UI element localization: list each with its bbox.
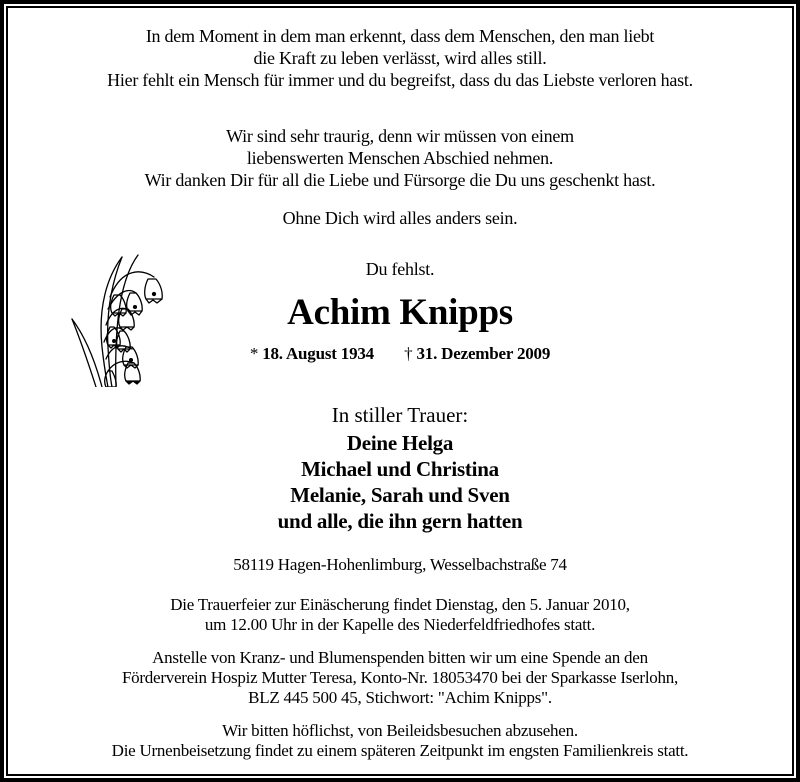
ceremony-line: Die Trauerfeier zur Einäscherung findet Dienstag, den 5. Januar 2010, <box>170 595 630 614</box>
mourner: Michael und Christina <box>301 457 499 481</box>
deceased-name: Achim Knipps <box>287 292 513 333</box>
poem-line: Ohne Dich wird alles anders sein. <box>282 208 518 228</box>
donation-line: Anstelle von Kranz- und Blumenspenden bitten wir um eine Spende an den <box>152 648 648 667</box>
closing-line: Wir bitten höflichst, von Beileidsbesuchen abzusehen. <box>222 721 578 740</box>
mourner: Melanie, Sarah und Sven <box>290 483 510 507</box>
ceremony-line: um 12.00 Uhr in der Kapelle des Niederfeldfriedhofes statt. <box>204 615 596 634</box>
donation-line: BLZ 445 500 45, Stichwort: "Achim Knipps". <box>248 688 552 707</box>
mourner: Deine Helga <box>346 431 454 455</box>
mourners-list <box>8 430 792 534</box>
mourning-label: In stiller Trauer: <box>331 403 469 427</box>
closing-line: Die Urnenbeisetzung findet zu einem späteren Zeitpunkt im engsten Familienkreis statt. <box>111 741 689 760</box>
ceremony-info <box>8 595 792 635</box>
death-dagger-icon: † <box>404 344 413 363</box>
poem-line: Wir danken Dir für all die Liebe und Fürsorge die Du uns geschenkt hast. <box>144 170 656 190</box>
poem-line: die Kraft zu leben verlässt, wird alles still. <box>253 48 547 68</box>
opening-poem <box>8 25 792 91</box>
birth-star-icon: * <box>249 344 259 363</box>
donation-info <box>8 648 792 708</box>
missed-text: Du fehlst. <box>365 259 435 279</box>
farewell-poem <box>8 125 792 191</box>
birth-date: 18. August 1934 <box>262 344 374 363</box>
closing-notes <box>8 721 792 761</box>
poem-line: liebenswerten Menschen Abschied nehmen. <box>246 148 554 168</box>
donation-line: Förderverein Hospiz Mutter Teresa, Konto-Nr. 18053470 bei der Sparkasse Iserlohn, <box>121 668 679 687</box>
poem-line: Hier fehlt ein Mensch für immer und du begreifst, dass du das Liebste verloren hast. <box>107 70 693 90</box>
poem-line: Wir sind sehr traurig, denn wir müssen von einem <box>226 126 574 146</box>
mourner: und alle, die ihn gern hatten <box>277 509 523 533</box>
family-address <box>8 554 792 576</box>
death-date: 31. Dezember 2009 <box>416 344 551 363</box>
lily-of-the-valley-icon <box>62 247 172 387</box>
closing-poem-line <box>8 207 792 229</box>
address-text: 58119 Hagen-Hohenlimburg, Wesselbachstraße 74 <box>233 555 567 574</box>
poem-line: In dem Moment in dem man erkennt, dass dem Menschen, den man liebt <box>145 26 655 46</box>
